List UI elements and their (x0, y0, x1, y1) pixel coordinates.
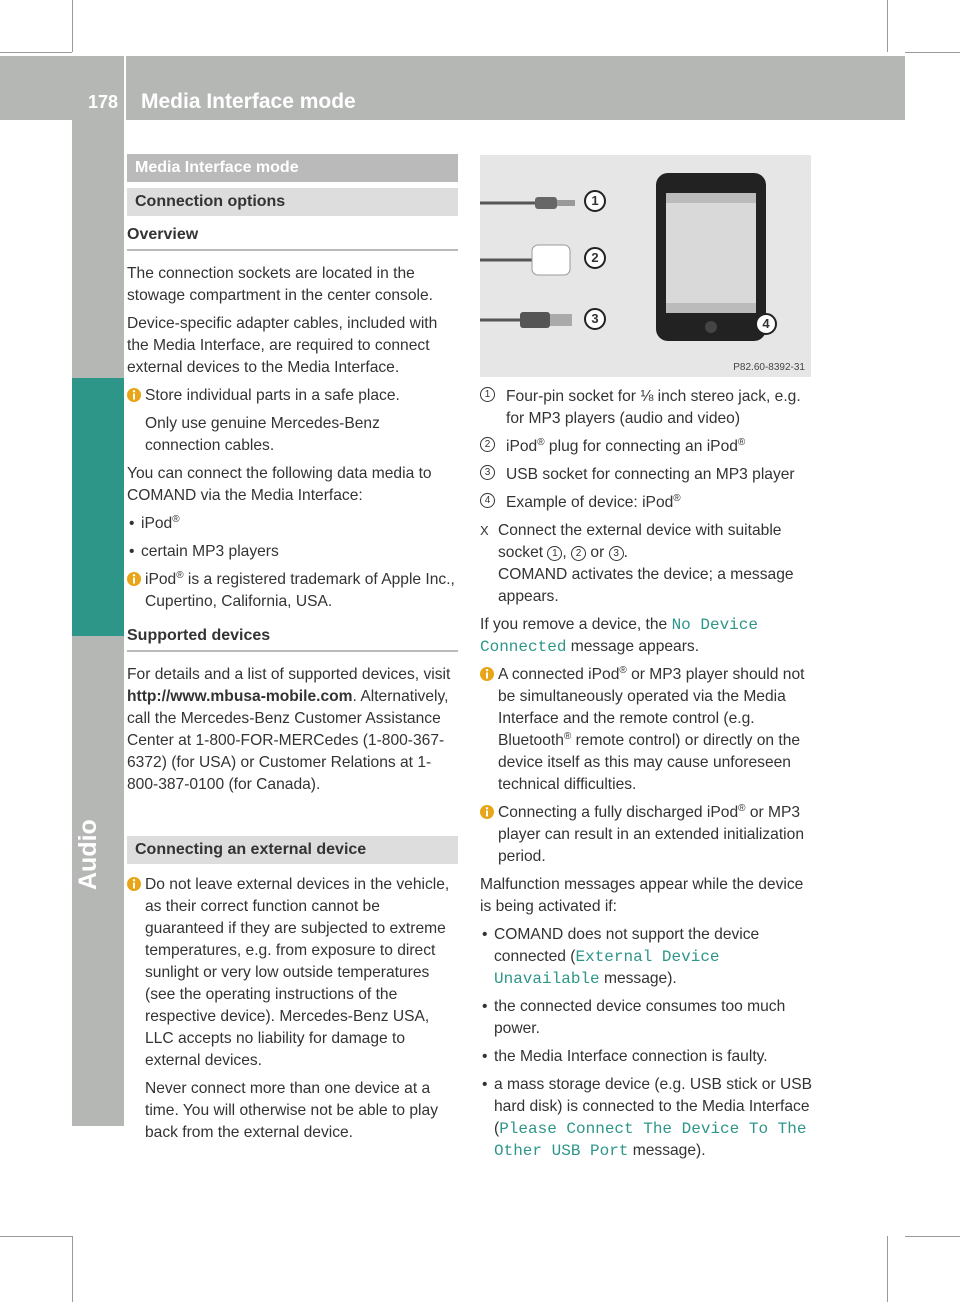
section-heading: Media Interface mode (127, 154, 458, 182)
note-text: Only use genuine Mercedes-Benz connection cables. (145, 415, 380, 454)
callout-3: 3 (584, 308, 606, 330)
callout-2: 2 (584, 247, 606, 269)
paragraph: For details and a list of supported devices, visit http://www.mbusa-mobile.com. Alternatively, call the Mercedes-Benz Customer Assistance Center at 1-800-FOR-MERCedes (1-800-367-6372) (for USA) or Customer Relations at 1-800-387-0100 (for Canada). (127, 666, 451, 793)
legend-item: 3 USB socket for connecting an MP3 player (480, 464, 814, 486)
list-item: • COMAND does not support the device connected (External Device Unavailable message). (480, 924, 814, 990)
header-separator (124, 56, 126, 120)
note-text: A connected iPod® or MP3 player should not be simultaneously operated via the Media Interface and the remote control (e.g. Bluetooth® remote control) or directly on the device itself as this may cause unforeseen technical difficulties. (498, 664, 805, 793)
info-note (127, 569, 458, 613)
crop-mark (0, 52, 72, 53)
crop-mark (905, 1236, 960, 1237)
info-icon (127, 387, 141, 403)
crop-mark (72, 1236, 73, 1302)
subsection-heading: Connection options (127, 188, 458, 216)
page-title: Media Interface mode (141, 90, 356, 113)
crop-mark (887, 0, 888, 52)
note-text: Store individual parts in a safe place. (145, 387, 400, 404)
crop-mark (887, 1236, 888, 1302)
page-number: 178 (88, 92, 119, 112)
left-column (127, 154, 458, 1150)
heading-overview: Overview (127, 226, 458, 251)
figure-id: P82.60-8392-31 (733, 362, 805, 373)
note-text: Never connect more than one device at a time. You will otherwise not be able to play back from the external device. (145, 1080, 438, 1141)
action-step: X Connect the external device with suitable socket 1 , 2 or 3 . COMAND activates the device; a message appears. (480, 520, 814, 608)
list-item: • a mass storage device (e.g. USB stick or USB hard disk) is connected to the Media Interface (Please Connect The Device To The Other USB Port message). (480, 1074, 814, 1162)
info-icon (480, 804, 494, 820)
chapter-tab (72, 378, 124, 890)
paragraph: You can connect the following data media to COMAND via the Media Interface: (127, 465, 432, 504)
heading-supported-devices: Supported devices (127, 627, 458, 652)
chapter-label: Audio (74, 819, 102, 890)
action-arrow-icon: X (480, 523, 489, 538)
note-text: Connecting a fully discharged iPod® or MP3 player can result in an extended initialization period. (498, 802, 804, 865)
callout-4: 4 (755, 313, 777, 335)
chapter-sidebar (72, 120, 124, 1126)
paragraph: The connection sockets are located in the stowage compartment in the center console. (127, 265, 433, 304)
info-note (127, 874, 458, 1144)
paragraph: If you remove a device, the No Device Connected message appears. (480, 616, 758, 656)
crop-mark (72, 0, 73, 52)
legend-item: 4 Example of device: iPod® (480, 492, 814, 514)
subsection-heading: Connecting an external device (127, 836, 458, 864)
list-item: • iPod® (127, 513, 458, 535)
info-icon (127, 876, 141, 892)
info-note (480, 802, 814, 868)
page-header (0, 56, 905, 120)
note-text: Do not leave external devices in the vehicle, as their correct function cannot be guaranteed if they are subjected to extreme temperatures, e.g. from exposure to direct sunlight or very low outside temperatures (see the operating instructions of the respective device). Mercedes-Benz USA, LLC accepts no liability for damage to external devices. (145, 876, 450, 1069)
paragraph: Device-specific adapter cables, included with the Media Interface, are required to connect external devices to the Media Interface. (127, 315, 438, 376)
action-result: COMAND activates the device; a message appears. (498, 566, 794, 605)
info-note (480, 664, 814, 796)
legend-item: 1 Four-pin socket for ⅛ inch stereo jack, e.g. for MP3 players (audio and video) (480, 386, 814, 430)
info-icon (127, 571, 141, 587)
device-connection-figure (480, 155, 811, 377)
info-icon (480, 666, 494, 682)
crop-mark (905, 52, 960, 53)
cables-and-ipod-illustration (480, 155, 811, 377)
paragraph: Malfunction messages appear while the device is being activated if: (480, 876, 804, 915)
right-column (480, 386, 814, 1168)
display-message: External Device Unavailable (494, 948, 720, 988)
mbusa-link[interactable]: http://www.mbusa-mobile.com (127, 688, 353, 705)
list-item: • certain MP3 players (127, 541, 458, 563)
callout-1: 1 (584, 190, 606, 212)
list-item: • the Media Interface connection is faulty. (480, 1046, 814, 1068)
list-item: • the connected device consumes too much power. (480, 996, 814, 1040)
info-note (127, 385, 458, 457)
display-message: No Device Connected (480, 616, 758, 656)
note-text: iPod® is a registered trademark of Apple Inc., Cupertino, California, USA. (145, 569, 455, 610)
crop-mark (0, 1236, 72, 1237)
display-message: Please Connect The Device To The Other USB Port (494, 1120, 807, 1160)
legend-item: 2 iPod® plug for connecting an iPod® (480, 436, 814, 458)
